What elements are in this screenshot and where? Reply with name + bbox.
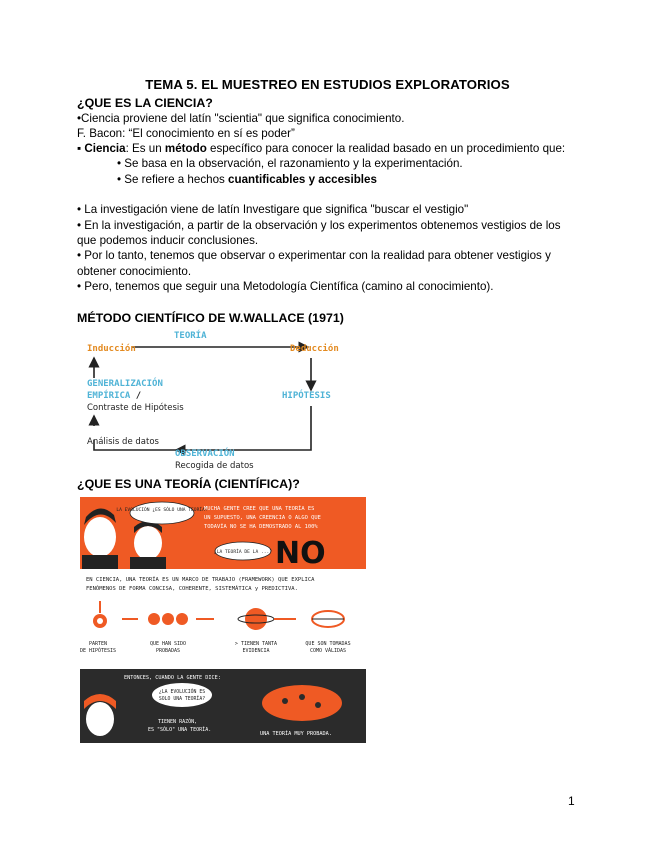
reply-text-2: ES "SÓLO" UNA TEORÍA. [148,727,212,733]
reply-text-3: UNA TEORÍA MUY PROBADA. [260,731,332,737]
icon-planet [245,608,267,630]
diagram-empirica [87,391,141,401]
text-line: obtener conocimiento. [77,265,192,278]
bold-ciencia: Ciencia [84,142,126,155]
diagram-observacion: OBSERVACIÓN [175,449,235,459]
icon-hypothesis-inner [97,618,103,624]
text-line-ciencia [77,142,565,155]
text-line: • La investigación viene de latín Investigare que significa "buscar el vestigio" [77,203,469,216]
diagram-generalizacion: GENERALIZACIÓN [87,379,163,389]
step-label-4a: QUE SON TOMADAS [305,641,351,647]
bubble1-text: LA EVOLUCIÓN ¿ES SÓLO UNA TEORÍA? [116,508,208,513]
tested-theory-blob [262,685,342,721]
page-title: TEMA 5. EL MUESTREO EN ESTUDIOS EXPLORATORIOS [145,77,510,92]
blob-dot [299,694,305,700]
character-right-body [130,557,166,569]
step-label-2a: QUE HAN SIDO [149,641,187,647]
comic-no: NO [275,536,326,571]
speech-bubble-1 [130,502,194,524]
page-number: 1 [568,794,575,808]
diagram-induccion: Inducción [87,344,136,354]
empirica-slash: / [130,391,142,401]
definition-line-2: FENÓMENOS DE FORMA CONCISA, COHERENTE, SISTEMÁTICA y PREDICTIVA. [86,586,298,592]
diagram-contraste: Contraste de Hipótesis [87,403,184,413]
heading-que-es-teoria: ¿QUE ES UNA TEORÍA (CIENTÍFICA)? [77,477,300,491]
diagram-teoria: TEORÍA [174,331,207,341]
top-text-3: TODAVÍA NO SE HA DEMOSTRADO AL 100% [204,524,318,530]
character-left-body [82,555,118,569]
text-line: • Por lo tanto, tenemos que observar o experimentar con la realidad para obtener vestigios y [77,249,551,262]
text-line: • Pero, tenemos que seguir una Metodología Científica (camino al conocimiento). [77,280,494,293]
top-text-1: MUCHA GENTE CREE QUE UNA TEORÍA ES [204,506,315,512]
diagram-hipotesis: HIPÓTESIS [282,391,331,401]
step-label-3b: EVIDENCIA [242,648,270,654]
heading-metodo-cientifico: MÉTODO CIENTÍFICO DE W.WALLACE (1971) [77,311,344,325]
definition-line-1: EN CIENCIA, UNA TEORÍA ES UN MARCO DE TRABAJO (FRAMEWORK) QUE EXPLICA [86,577,315,583]
bubble3-text-b: SOLO UNA TEORÍA? [158,697,206,702]
bullet: ▪ [77,142,85,155]
bubble3-text-a: ¿LA EVOLUCIÓN ES [158,690,206,695]
empirica-label: EMPÍRICA [87,391,131,401]
reply-text-1: TIENEN RAZÓN, [158,719,198,725]
diagram-deduccion: Deducción [290,344,339,354]
blob-dot [315,702,321,708]
text-span: • Se refiere a hechos [117,173,229,186]
diagram-analisis: Análisis de datos [87,437,159,447]
bold-cuantificables: cuantificables y accesibles [228,173,377,186]
text-line: que podemos inducir conclusiones. [77,234,259,247]
text-span: : Es un [125,142,165,155]
step-label-2b: PROBADAS [155,648,181,654]
text-line: F. Bacon: “El conocimiento en sí es poder” [77,127,295,140]
bottom-top-text: ENTONCES, CUANDO LA GENTE DICE: [124,675,221,681]
bubble2-text: ¿LA TEORÍA DE LA ...? [213,550,273,555]
sub-bullet: • Se basa en la observación, el razonamiento y la experimentación. [117,157,463,170]
teoria-comic-illustration [80,497,366,743]
step-label-1a: PARTEN [88,641,108,647]
speech-bubble-3 [152,683,212,707]
character-right-face [134,526,162,560]
step-label-4b: COMO VÁLIDAS [309,648,347,654]
text-line: •Ciencia proviene del latín "scientia" que significa conocimiento. [77,112,405,125]
diagram-recogida: Recogida de datos [175,461,254,471]
text-span: específico para conocer la realidad basado en un procedimiento que: [206,142,566,155]
text-line: • En la investigación, a partir de la observación y los experimentos obtenemos vestigios de los [77,219,561,232]
sub-bullet [117,173,377,186]
heading-que-es-ciencia: ¿QUE ES LA CIENCIA? [77,96,213,110]
icon-apple-2 [162,613,174,625]
blob-dot [282,698,288,704]
icon-apple-3 [176,613,188,625]
character-bottom-face [86,702,114,736]
bold-metodo: método [164,142,207,155]
top-text-2: UN SUPUESTO, UNA CREENCIA O ALGO QUE [204,515,321,521]
arrow-hipotesis-observacion [176,406,311,450]
step-label-3a: > TIENEN TANTA [234,641,278,647]
step-label-1b: DE HIPÓTESIS [80,648,117,654]
icon-apple-1 [148,613,160,625]
character-left-face [84,517,116,557]
